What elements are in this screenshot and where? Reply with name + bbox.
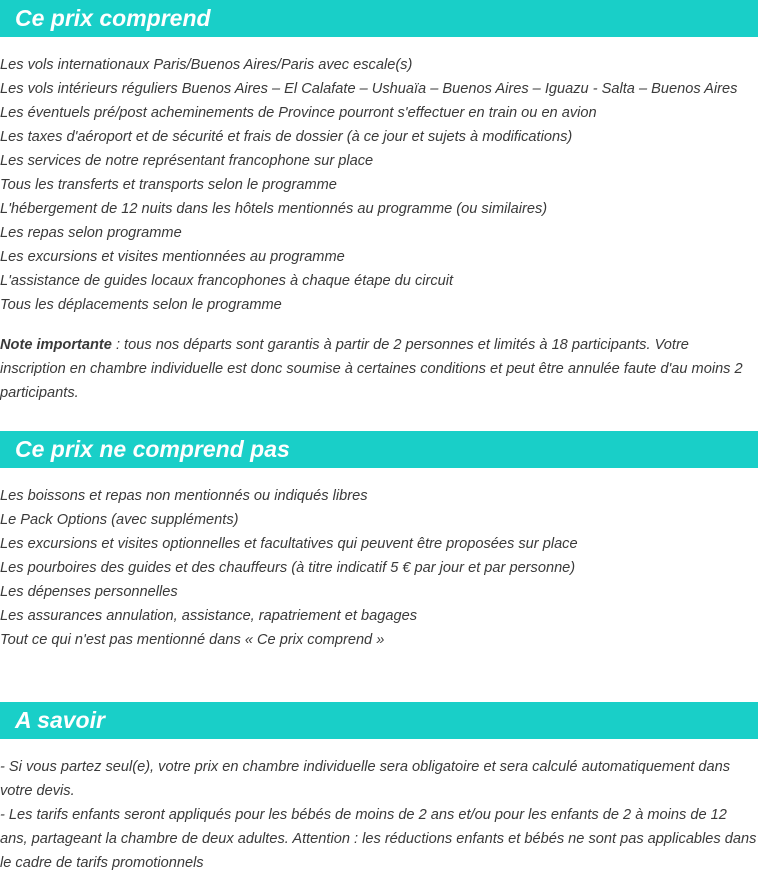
section-a-savoir: [0, 702, 758, 875]
note-text: : tous nos départs sont garantis à partir de 2 personnes et limités à 18 participants. Votre inscription en chambre individuelle est donc soumise à certaines conditions et peut être annulée faute d'au moins 2 participants.: [0, 337, 743, 401]
list-item: Les boissons et repas non mentionnés ou indiqués libres: [0, 488, 368, 504]
section-ce-prix-ne-comprend-pas: [0, 431, 758, 652]
list-item: Les repas selon programme: [0, 225, 182, 241]
list-item: Les assurances annulation, assistance, rapatriement et bagages: [0, 608, 417, 624]
section-title: A savoir: [15, 707, 105, 733]
section-header: [0, 431, 758, 468]
list-item: L'hébergement de 12 nuits dans les hôtels mentionnés au programme (ou similaires): [0, 201, 548, 217]
list-item: Les vols internationaux Paris/Buenos Aires/Paris avec escale(s): [0, 57, 413, 73]
list-item: Les éventuels pré/post acheminements de Province pourront s'effectuer en train ou en avion: [0, 105, 597, 121]
list-item: Tous les déplacements selon le programme: [0, 297, 282, 313]
list-item: Tous les transferts et transports selon le programme: [0, 177, 337, 193]
list-item: Les taxes d'aéroport et de sécurité et frais de dossier (à ce jour et sujets à modifications): [0, 129, 573, 145]
excluded-list: [0, 484, 758, 652]
savoir-paragraph: - Si vous partez seul(e), votre prix en chambre individuelle sera obligatoire et sera calculé automatiquement dans votre devis.: [0, 759, 731, 799]
savoir-body: [0, 755, 758, 875]
list-item: Les dépenses personnelles: [0, 584, 178, 600]
list-item: Les services de notre représentant francophone sur place: [0, 153, 374, 169]
list-item: Le Pack Options (avec suppléments): [0, 512, 239, 528]
section-title: Ce prix comprend: [15, 5, 211, 31]
list-item: Les vols intérieurs réguliers Buenos Aires – El Calafate – Ushuaïa – Buenos Aires – Iguazu - Salta – Buenos Aires: [0, 81, 738, 97]
note-label: Note importante: [0, 337, 112, 353]
list-item: Les pourboires des guides et des chauffeurs (à titre indicatif 5 € par jour et par personne): [0, 560, 576, 576]
section-title: Ce prix ne comprend pas: [15, 436, 290, 462]
section-header: [0, 702, 758, 739]
important-note: [0, 333, 758, 405]
list-item: Les excursions et visites mentionnées au programme: [0, 249, 345, 265]
section-header: [0, 0, 758, 37]
section-ce-prix-comprend: [0, 0, 758, 405]
savoir-paragraph: - Les tarifs enfants seront appliqués pour les bébés de moins de 2 ans et/ou pour les enfants de 2 à moins de 12 ans, partageant la chambre de deux adultes. Attention : les réductions enfants et bébés ne sont pas applicables dans le cadre de tarifs promotionnels: [0, 807, 757, 871]
list-item: Tout ce qui n'est pas mentionné dans « Ce prix comprend »: [0, 632, 385, 648]
included-list: [0, 53, 758, 317]
list-item: Les excursions et visites optionnelles et facultatives qui peuvent être proposées sur place: [0, 536, 578, 552]
list-item: L'assistance de guides locaux francophones à chaque étape du circuit: [0, 273, 454, 289]
